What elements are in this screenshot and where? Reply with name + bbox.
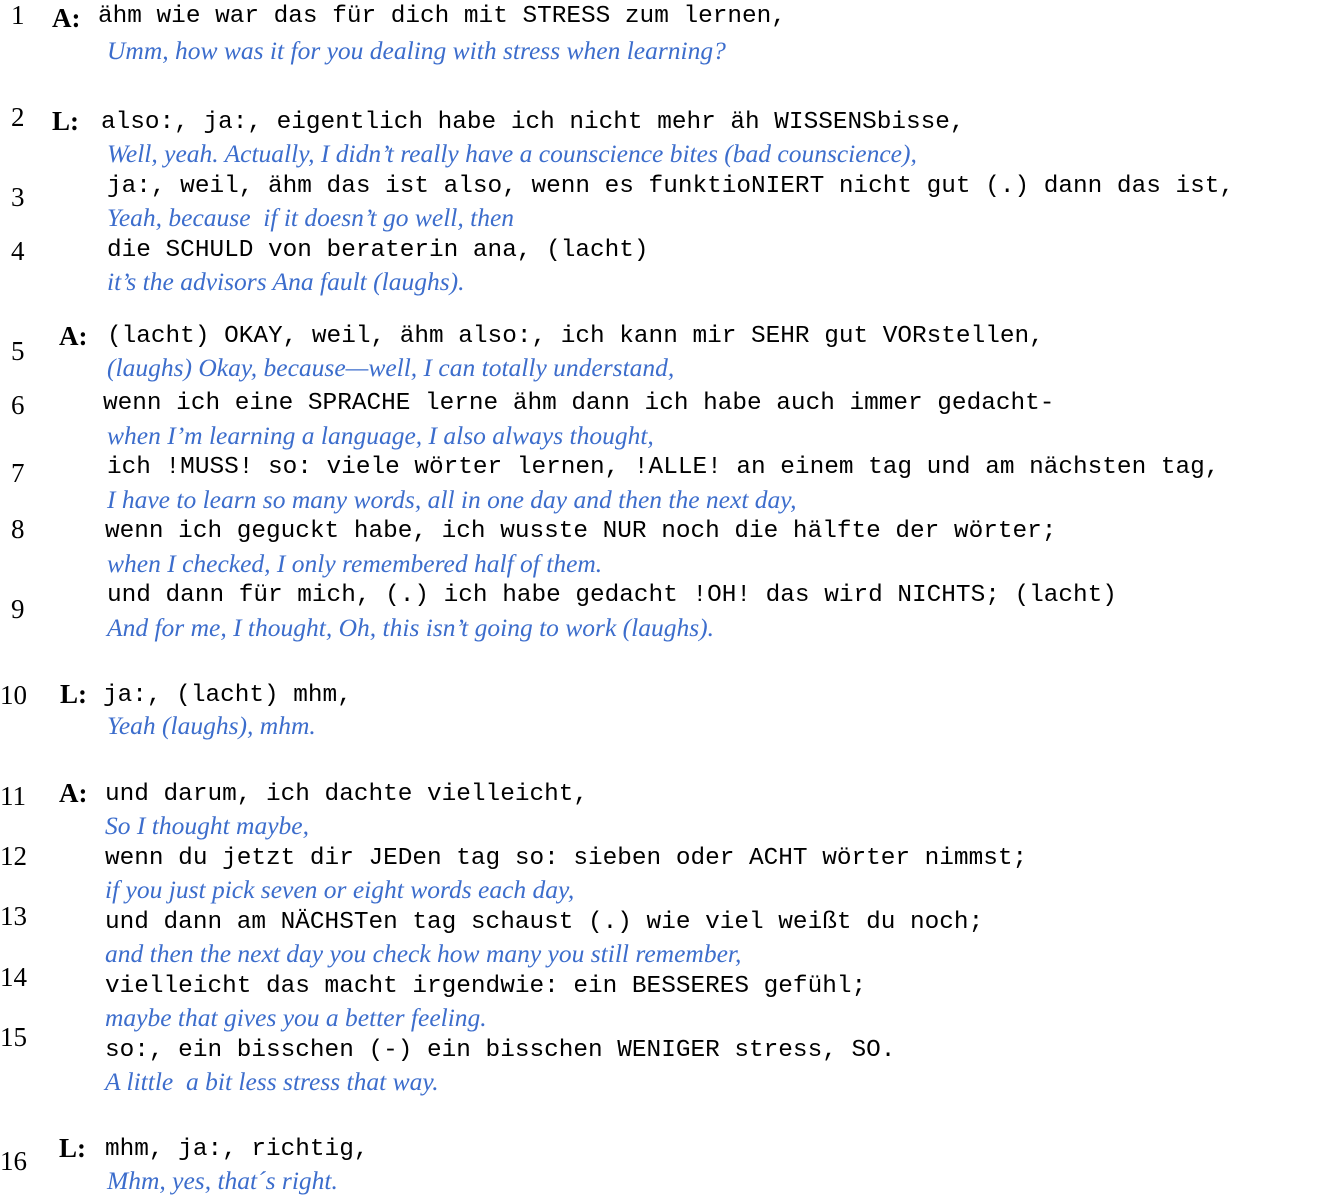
- original-utterance: die SCHULD von beraterin ana, (lacht): [107, 237, 649, 264]
- line-number: 16: [0, 1146, 27, 1176]
- original-utterance: also:, ja:, eigentlich habe ich nicht mehr äh WISSENSbisse,: [101, 109, 965, 136]
- english-translation: it’s the advisors Ana fault (laughs).: [107, 267, 465, 296]
- line-number: 14: [0, 962, 27, 992]
- line-number: 12: [0, 841, 27, 871]
- original-utterance: wenn ich geguckt habe, ich wusste NUR noch die hälfte der wörter;: [105, 518, 1057, 545]
- english-translation: A little a bit less stress that way.: [105, 1067, 439, 1096]
- english-translation: Umm, how was it for you dealing with stress when learning?: [107, 36, 726, 65]
- english-translation: Yeah, because if it doesn’t go well, then: [107, 203, 515, 232]
- line-number: 13: [0, 901, 27, 931]
- original-utterance: wenn ich eine SPRACHE lerne ähm dann ich habe auch immer gedacht-: [103, 390, 1055, 417]
- speaker-label: L:: [60, 679, 87, 709]
- english-translation: if you just pick seven or eight words each day,: [105, 875, 575, 904]
- original-utterance: ähm wie war das für dich mit STRESS zum lernen,: [98, 3, 786, 30]
- line-number: 9: [11, 594, 25, 624]
- line-number: 2: [11, 102, 25, 132]
- english-translation: when I’m learning a language, I also always thought,: [107, 421, 654, 450]
- english-translation: Mhm, yes, that´s right.: [107, 1166, 338, 1195]
- english-translation: Well, yeah. Actually, I didn’t really have a counscience bites (bad counscience),: [107, 139, 917, 168]
- original-utterance: ich !MUSS! so: viele wörter lernen, !ALLE! an einem tag und am nächsten tag,: [107, 454, 1220, 481]
- original-utterance: und dann für mich, (.) ich habe gedacht !OH! das wird NICHTS; (lacht): [107, 582, 1117, 609]
- english-translation: And for me, I thought, Oh, this isn’t going to work (laughs).: [107, 613, 715, 642]
- speaker-label: A:: [59, 778, 88, 808]
- original-utterance: und darum, ich dachte vielleicht,: [105, 781, 589, 808]
- line-number: 5: [11, 336, 25, 366]
- english-translation: So I thought maybe,: [105, 811, 309, 840]
- english-translation: Yeah (laughs), mhm.: [107, 711, 316, 740]
- original-utterance: ja:, weil, ähm das ist also, wenn es funktioNIERT nicht gut (.) dann das ist,: [107, 173, 1235, 200]
- speaker-label: A:: [59, 321, 88, 351]
- line-number: 7: [11, 458, 25, 488]
- line-number: 10: [0, 680, 27, 710]
- english-translation: maybe that gives you a better feeling.: [105, 1003, 487, 1032]
- speaker-label: L:: [52, 106, 79, 136]
- line-number: 4: [11, 236, 25, 266]
- original-utterance: ja:, (lacht) mhm,: [103, 682, 352, 709]
- original-utterance: so:, ein bisschen (-) ein bisschen WENIGER stress, SO.: [105, 1037, 896, 1064]
- original-utterance: mhm, ja:, richtig,: [105, 1136, 369, 1163]
- original-utterance: vielleicht das macht irgendwie: ein BESSERES gefühl;: [105, 973, 867, 1000]
- english-translation: (laughs) Okay, because—well, I can totally understand,: [107, 353, 675, 382]
- speaker-label: A:: [52, 3, 81, 33]
- line-number: 6: [11, 390, 25, 420]
- line-number: 1: [11, 0, 25, 30]
- line-number: 3: [11, 182, 25, 212]
- line-number: 8: [11, 514, 25, 544]
- speaker-label: L:: [59, 1133, 86, 1163]
- original-utterance: und dann am NÄCHSTen tag schaust (.) wie viel weißt du noch;: [105, 909, 984, 936]
- original-utterance: (lacht) OKAY, weil, ähm also:, ich kann mir SEHR gut VORstellen,: [107, 323, 1044, 350]
- english-translation: and then the next day you check how many you still remember,: [105, 939, 742, 968]
- english-translation: I have to learn so many words, all in one day and then the next day,: [107, 485, 797, 514]
- line-number: 11: [0, 781, 26, 811]
- english-translation: when I checked, I only remembered half of them.: [107, 549, 603, 578]
- line-number: 15: [0, 1022, 27, 1052]
- original-utterance: wenn du jetzt dir JEDen tag so: sieben oder ACHT wörter nimmst;: [105, 845, 1028, 872]
